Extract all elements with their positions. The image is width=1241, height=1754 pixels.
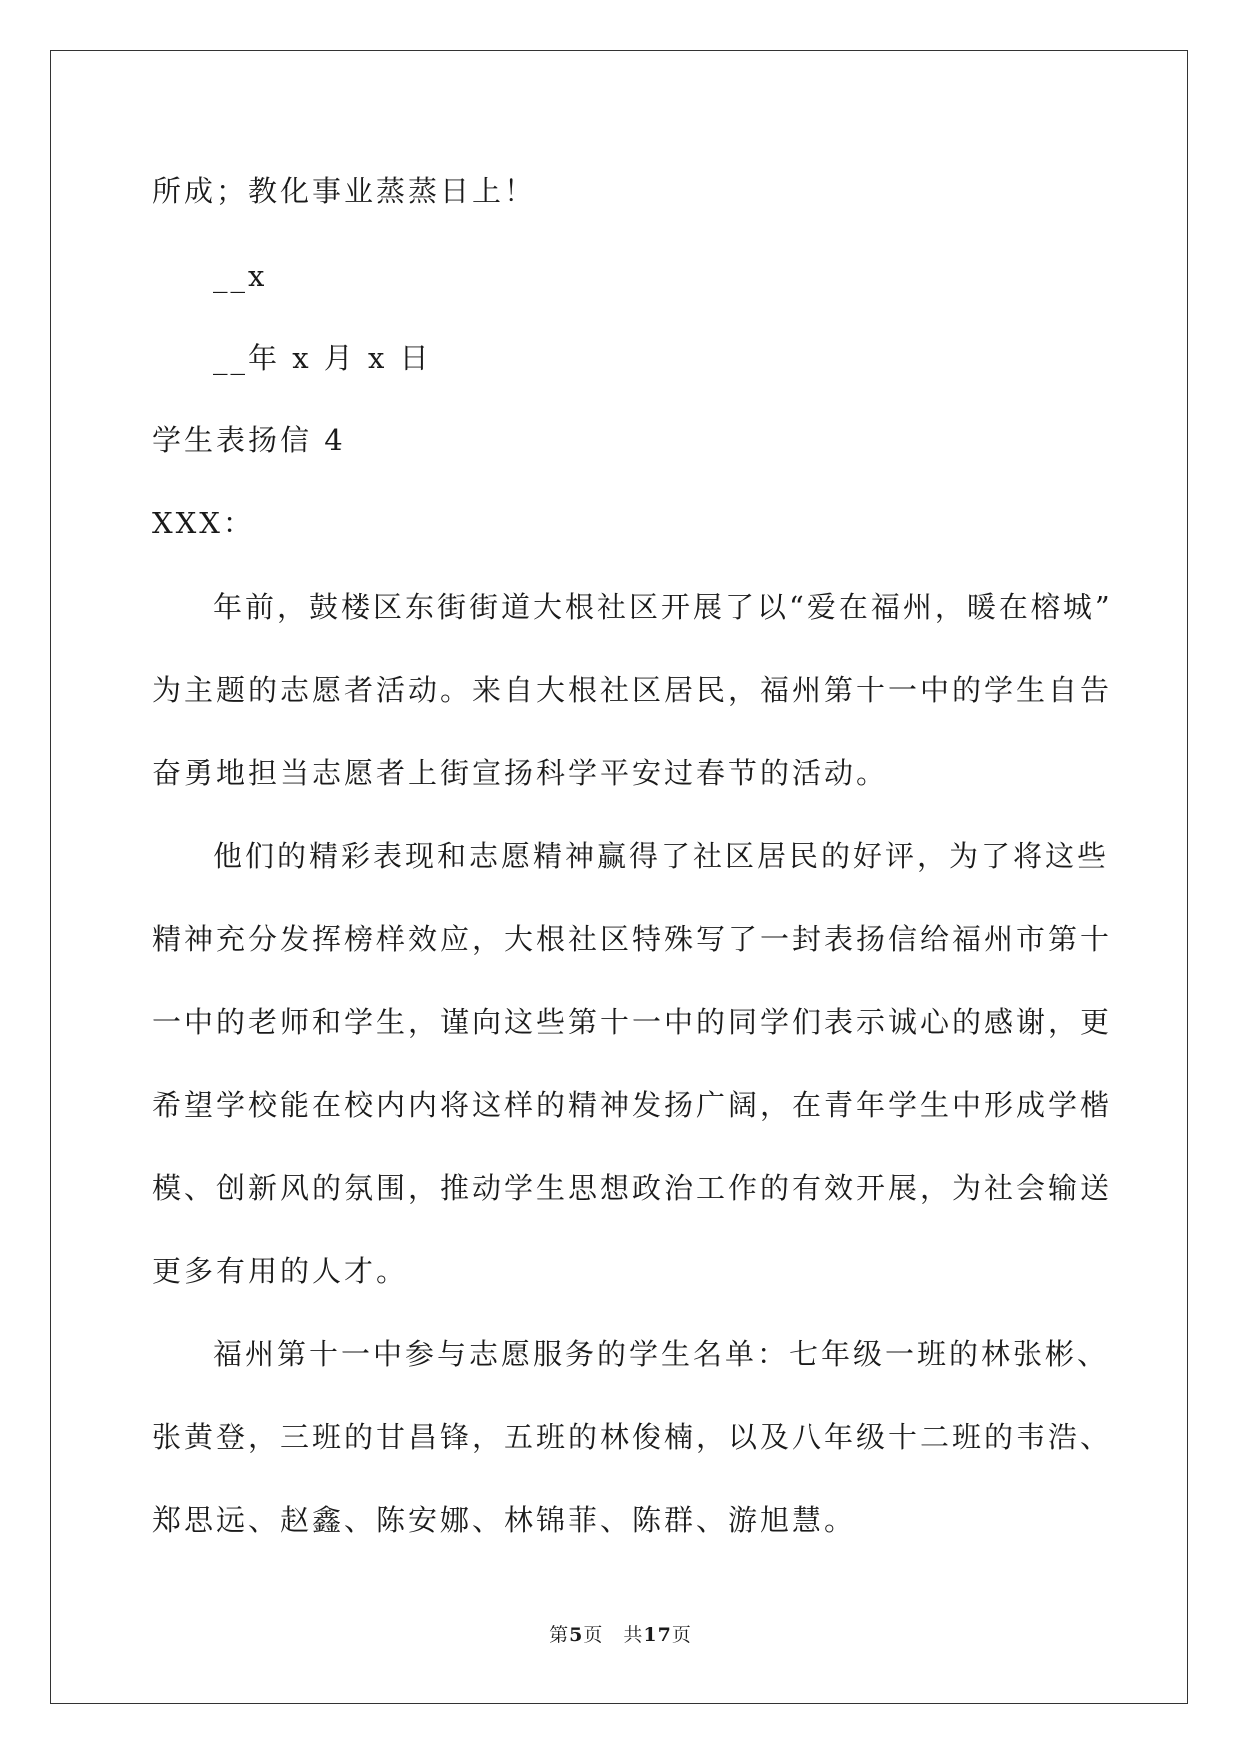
page-footer (0, 1623, 1241, 1647)
text-line: 张黄登，三班的甘昌锋，五班的林俊楠，以及八年级十二班的韦浩、 (152, 1420, 1113, 1454)
page-number: 5 (569, 1624, 584, 1646)
total-prefix: 共 (623, 1624, 644, 1646)
text-line: 郑思远、赵鑫、陈安娜、林锦菲、陈群、游旭慧。 (152, 1503, 857, 1537)
signature-line: __x (213, 259, 268, 293)
total-unit: 页 (671, 1624, 692, 1646)
text-line: 年前，鼓楼区东街街道大根社区开展了以“爱在福州，暖在榕城” (213, 590, 1113, 624)
text-line: 奋勇地担当志愿者上街宣扬科学平安过春节的活动。 (152, 756, 889, 790)
page-unit: 页 (583, 1624, 604, 1646)
text-line: 希望学校能在校内内将这样的精神发扬广阔，在青年学生中形成学楷 (152, 1088, 1113, 1122)
text-line: 精神充分发挥榜样效应，大根社区特殊写了一封表扬信给福州市第十 (152, 922, 1113, 956)
text-line: 模、创新风的氛围，推动学生思想政治工作的有效开展，为社会输送 (152, 1171, 1113, 1205)
page-prefix: 第 (549, 1624, 570, 1646)
salutation: XXX： (152, 506, 255, 540)
text-line: 他们的精彩表现和志愿精神赢得了社区居民的好评，为了将这些 (213, 839, 1110, 873)
text-line: 更多有用的人才。 (152, 1254, 409, 1288)
text-line: 为主题的志愿者活动。来自大根社区居民，福州第十一中的学生自告 (152, 673, 1113, 707)
text-line: 一中的老师和学生，谨向这些第十一中的同学们表示诚心的感谢，更 (152, 1005, 1113, 1039)
text-line: 福州第十一中参与志愿服务的学生名单：七年级一班的林张彬、 (213, 1337, 1110, 1371)
total-pages: 17 (643, 1624, 672, 1646)
section-title: 学生表扬信 4 (152, 423, 346, 457)
text-line: 所成；教化事业蒸蒸日上！ (152, 174, 537, 208)
date-line: __年 x 月 x 日 (213, 341, 432, 375)
